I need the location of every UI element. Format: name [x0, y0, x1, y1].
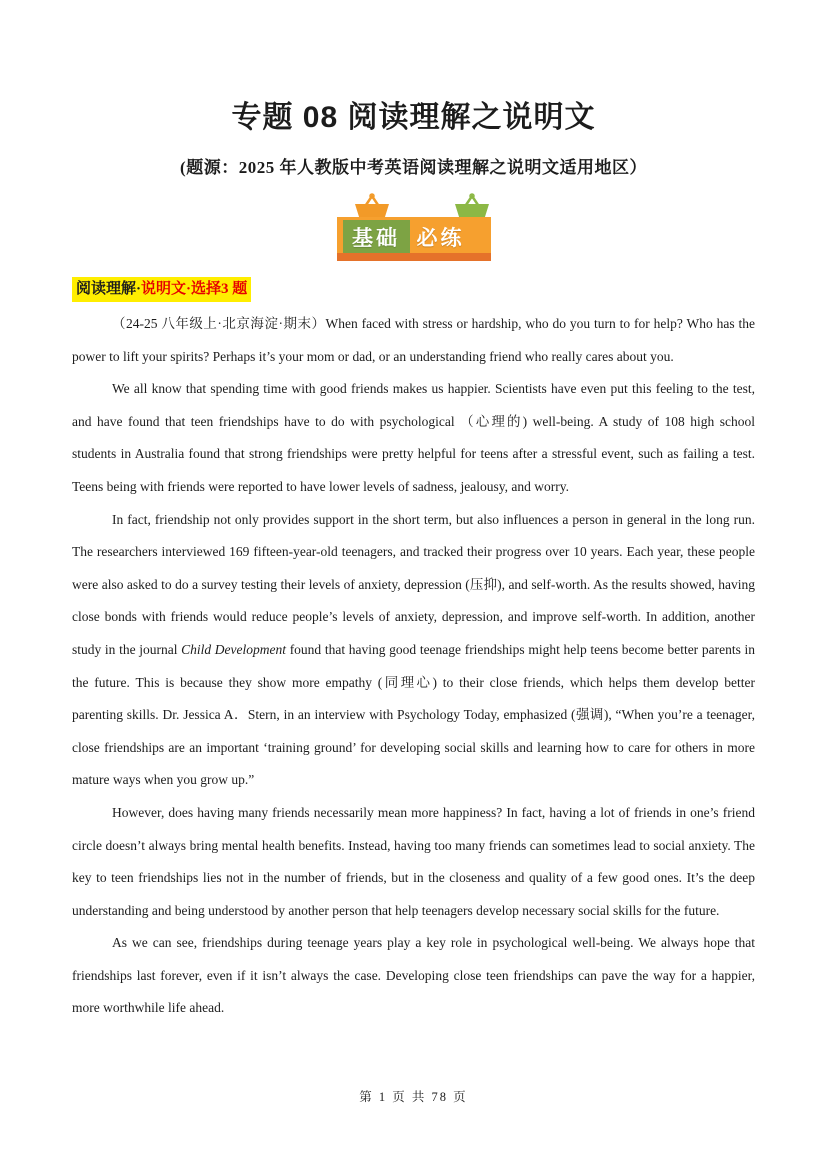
- source-tag: （24-25 八年级上·北京海淀·期末）: [112, 316, 326, 331]
- page-title: 专题 08 阅读理解之说明文: [231, 101, 596, 134]
- page-number: [0, 1087, 827, 1105]
- paragraph-5: As we can see, friendships during teenage years play a key role in psychological well-being. We always hope that friendships last forever, even if it isn’t always the case. Developing close teen friendships can pave the way for a happier, more worthwhile life ahead.: [72, 935, 755, 1016]
- section-heading: [72, 277, 251, 302]
- paragraph-3-text-a: In fact, friendship not only provides support in the short term, but also influences a person in general in the long run. The researchers interviewed 169 fifteen-year-old teenagers, and tracked their progress over 10 years. Each year, these people were also asked to do a survey testing their levels of anxiety, depression (压抑), and self-worth. As the results showed, having close bonds with friends would reduce people’s levels of anxiety, depression, and improve self-worth. In addition, another study in the journal: [72, 511, 755, 657]
- badge-right-label: 必练: [416, 226, 465, 250]
- journal-title: Child Development: [181, 641, 287, 657]
- paragraph-4: However, does having many friends necessarily mean more happiness? In fact, having a lot of friends in one’s friend circle doesn’t always bring mental health benefits. Instead, having too many friends can sometimes lead to social anxiety. The key to teen friendships lies not in the number of friends, but in the closeness and quality of a few good ones. It’s the deep understanding and being understood by another person that help teenagers develop necessary social skills for the future.: [72, 804, 755, 918]
- section-heading-row: [72, 277, 827, 302]
- badge-bottom-strip: [337, 253, 491, 261]
- badge-left-label: 基础: [343, 220, 410, 253]
- page-subtitle: (题源：2025 年人教版中考英语阅读理解之说明文适用地区）: [180, 158, 647, 177]
- paragraph-1-text: When faced with stress or hardship, who do you turn to for help? Who has the power to lift your spirits? Perhaps it’s your mom or dad, or an understanding friend who really cares about you.: [72, 316, 755, 364]
- section-heading-black: 阅读理解·: [76, 281, 142, 297]
- paragraph-3-text-b: found that having good teenage friendships might help teens become better parents in the future. This is because they show more empathy (同理心) to their close friends, which helps them develop better parenting skills. Dr. Jessica A．Stern, in an interview with Psychology Today, emphasized (强调), “When you’re a teenager, close friendships are an important ‘training ground’ for developing social skills and learning how to care for others in more mature ways when you grow up.”: [72, 641, 755, 788]
- section-heading-red: 说明文·选择3 题: [141, 281, 248, 297]
- basic-practice-badge: [337, 217, 491, 261]
- paragraph-1: [72, 308, 755, 373]
- paragraph-2: We all know that spending time with good friends makes us happier. Scientists have even put this feeling to the test, and have found that teen friendships have to do with psychological （心理的) well-being. A study of 108 high school students in Australia found that strong friendships were pretty helpful for teens after a stressful event, such as failing a test. Teens being with friends were reported to have lower levels of sadness, jealousy, and worry.: [72, 381, 755, 494]
- reading-passage: [72, 308, 755, 1025]
- badge-body: [337, 217, 491, 261]
- paragraph-3: [72, 504, 755, 797]
- page-number-text: 第 1 页 共 78 页: [359, 1090, 468, 1104]
